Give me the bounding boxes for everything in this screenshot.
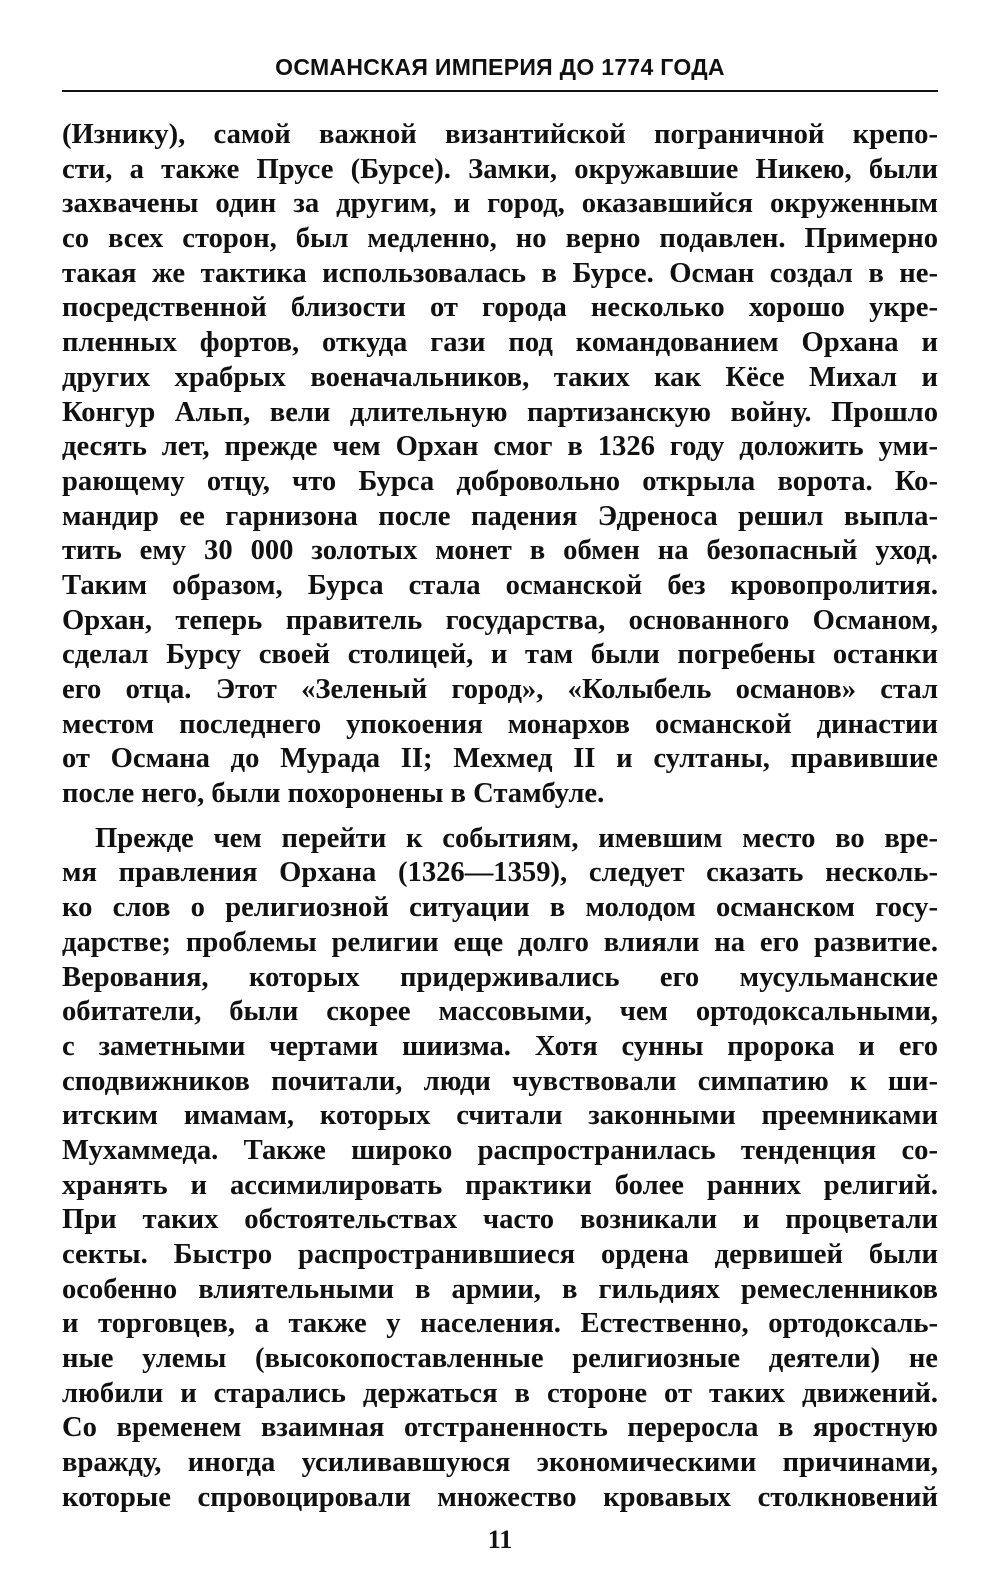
text-line: других храбрых военачальников, таких как Кёсе Михал и [62,361,938,393]
paragraph-gap [62,812,938,822]
text-line: десять лет, прежде чем Орхан смог в 1326 году доложить уми- [62,431,938,463]
text-line: сти, а также Прусе (Бурсе). Замки, окружавшие Никею, были [62,153,938,185]
text-line: итским имамам, которых считали законными преемниками [62,1100,938,1132]
text-line: Таким образом, Бурса стала османской без кровопролития. [62,569,938,601]
text-line: (Изнику), самой важной византийской пограничной крепо- [62,119,938,150]
text-line: со всех сторон, был медленно, но верно подавлен. Примерно [62,223,938,255]
text-line: такая же тактика использовалась в Бурсе. Осман создал в не- [62,257,938,289]
text-line: ко слов о религиозной ситуации в молодом османском госу- [62,892,938,924]
text-line: и торговцев, а также у населения. Естественно, ортодоксаль- [62,1308,938,1340]
text-line: хранять и ассимилировать практики более ранних религий. [62,1169,938,1201]
text-line: которые спровоцировали множество кровавых столкновений [62,1481,938,1513]
text-line: мандир ее гарнизона после падения Эдреноса решил выпла- [62,500,938,532]
body-text [62,118,938,1516]
text-line: Верования, которых придерживались его мусульманские [62,961,938,993]
text-line: сделал Бурсу своей столицей, и там были погребены останки [62,639,938,671]
text-line: ные улемы (высокопоставленные религиозные деятели) не [62,1343,938,1375]
text-line: рающему отцу, что Бурса добровольно открыла ворота. Ко- [62,465,938,497]
text-line: обитатели, были скорее массовыми, чем ортодоксальными, [62,996,938,1028]
text-line: Мухаммеда. Также широко распространилась тенденция со- [62,1134,938,1166]
header-rule [62,90,938,92]
text-line: мя правления Орхана (1326—1359), следует сказать несколь- [62,857,938,889]
text-line: его отца. Этот «Зеленый город», «Колыбель османов» стал [62,674,938,705]
page-number: 11 [487,1525,513,1554]
paragraph [62,822,938,1516]
text-line: сподвижников почитали, люди чувствовали симпатию к ши- [62,1065,938,1097]
text-line: Прежде чем перейти к событиям, имевшим место во вре- [95,822,938,854]
text-line: захвачены один за другим, и город, оказавшийся окруженным [62,188,938,220]
text-line: Орхан, теперь правитель государства, основанного Османом, [62,604,938,636]
text-line: вражду, иногда усиливавшуюся экономическими причинами, [62,1447,938,1479]
text-line: особенно влиятельными в армии, в гильдиях ремесленников [62,1273,938,1305]
text-line: с заметными чертами шиизма. Хотя сунны пророка и его [62,1030,938,1062]
text-line: дарстве; проблемы религии еще долго влияли на его развитие. [62,926,938,958]
paragraph [62,118,938,812]
text-line: секты. Быстро распространившиеся ордена дервишей были [62,1239,938,1270]
text-line: местом последнего упокоения монархов османской династии [62,708,938,740]
text-line: после него, были похоронены в Стамбуле. [62,778,605,810]
text-line: тить ему 30 000 золотых монет в обмен на безопасный уход. [62,535,938,567]
text-line: от Османа до Мурада II; Мехмед II и султаны, правившие [62,743,938,775]
text-line: пленных фортов, откуда гази под командованием Орхана и [62,327,938,359]
text-line: При таких обстоятельствах часто возникали и процветали [62,1204,938,1236]
text-line: любили и старались держаться в стороне от таких движений. [62,1377,938,1409]
text-line: посредственной близости от города несколько хорошо укре- [62,292,938,324]
text-line: Со временем взаимная отстраненность переросла в яростную [62,1412,938,1444]
text-line: Конгур Альп, вели длительную партизанскую войну. Прошло [62,396,938,428]
running-title: ОСМАНСКАЯ ИМПЕРИЯ ДО 1774 ГОДА [275,54,725,80]
